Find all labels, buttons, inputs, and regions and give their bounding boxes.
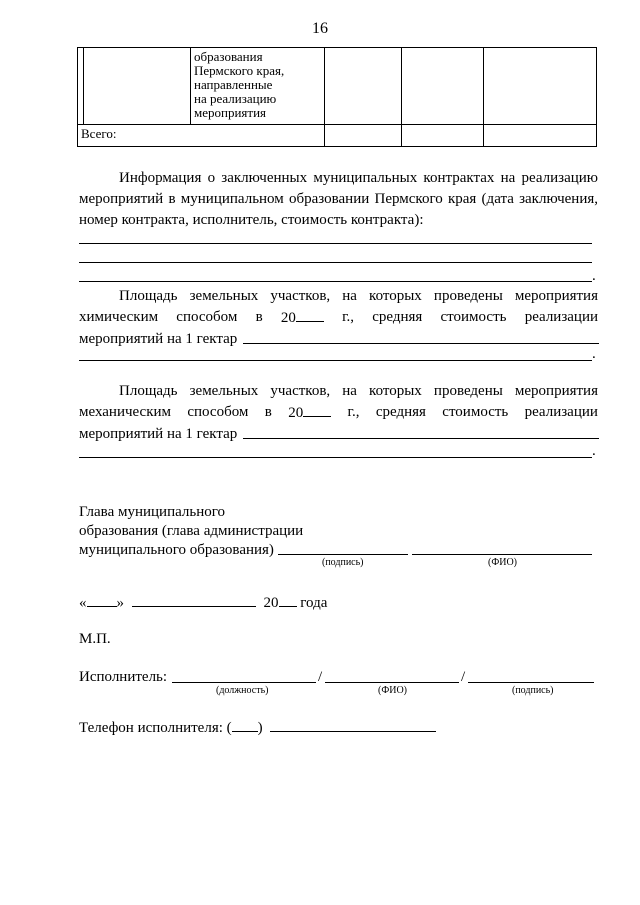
year-blank[interactable] (296, 307, 324, 322)
day-blank[interactable] (87, 592, 117, 607)
table-cell (484, 48, 597, 125)
cost-blank[interactable] (243, 343, 599, 344)
text: « (79, 595, 87, 611)
summary-table (77, 47, 597, 147)
table-cell (484, 125, 597, 147)
phone-code-blank[interactable] (232, 717, 258, 732)
text: мероприятий на 1 гектар (79, 331, 238, 347)
year-field (288, 402, 331, 424)
page-number: 16 (312, 20, 328, 37)
text: ) (257, 720, 263, 736)
table-cell-description (191, 48, 325, 125)
text: стоимость (440, 309, 507, 325)
text: Телефон исполнителя: ( (79, 720, 232, 736)
slash: / (461, 669, 466, 685)
table-cell (402, 125, 484, 147)
contracts-line-3: номер контракта, исполнитель, стоимость контракта): (79, 212, 424, 228)
executor-fio-blank[interactable] (325, 682, 459, 683)
cell-line: образования (194, 49, 263, 64)
fill-line[interactable] (79, 262, 592, 263)
end-dot: . (592, 346, 596, 362)
fill-line[interactable] (79, 360, 592, 361)
end-dot: . (592, 268, 596, 284)
table-cell (402, 48, 484, 125)
total-label: Всего: (78, 125, 325, 147)
phone-number-blank[interactable] (270, 717, 436, 732)
table-row-total (78, 125, 597, 147)
cell-line: Пермского края, (194, 63, 285, 78)
text: 20 (280, 310, 296, 326)
text: химическим (79, 309, 159, 325)
end-dot: . (592, 443, 596, 459)
chemical-line-1: Площадь земельных участков, на которых проведены мероприятия (119, 288, 598, 304)
text: 20 (288, 405, 304, 421)
text: г., (342, 309, 355, 325)
cell-line: направленные (194, 77, 273, 92)
cell-line: мероприятия (194, 105, 267, 120)
fill-line[interactable] (79, 457, 592, 458)
head-signature-blank[interactable] (278, 554, 408, 555)
text: способом (176, 309, 238, 325)
text: способом (187, 404, 249, 420)
text: в (264, 404, 272, 420)
head-fio-blank[interactable] (412, 554, 592, 555)
phone-line (79, 717, 436, 738)
text: 20 (263, 595, 279, 611)
fill-line[interactable] (79, 243, 592, 244)
text: » (116, 595, 124, 611)
mechanical-line-2 (79, 402, 598, 424)
month-blank[interactable] (132, 592, 256, 607)
executor-signature-blank[interactable] (468, 682, 594, 683)
head-line-3: муниципального образования) (79, 542, 274, 558)
executor-sub-fio: (ФИО) (378, 685, 408, 696)
text: реализации (524, 404, 598, 420)
text: средняя (372, 309, 423, 325)
slash: / (318, 669, 323, 685)
text: стоимость (442, 404, 509, 420)
year-blank[interactable] (303, 402, 331, 417)
contracts-line-2: мероприятий в муниципальном образовании Пермского края (дата заключения, (79, 191, 598, 207)
text: средняя (375, 404, 426, 420)
text: механическим (79, 404, 172, 420)
chemical-paragraph (79, 286, 598, 350)
text: в (255, 309, 263, 325)
table-row (78, 48, 597, 125)
head-sub-fio: (ФИО) (488, 557, 518, 568)
text: мероприятий на 1 гектар (79, 426, 238, 442)
mechanical-line-3 (79, 424, 598, 445)
mechanical-line-1: Площадь земельных участков, на которых проведены мероприятия (119, 383, 598, 399)
executor-position-blank[interactable] (172, 682, 316, 683)
year-blank[interactable] (279, 592, 297, 607)
contracts-paragraph (79, 168, 598, 231)
executor-label: Исполнитель: (79, 669, 168, 685)
mechanical-paragraph (79, 381, 598, 445)
chemical-line-3 (79, 329, 598, 350)
date-line (79, 592, 327, 613)
executor-sub-signature: (подпись) (512, 685, 554, 696)
cost-blank[interactable] (243, 438, 599, 439)
table-cell (84, 48, 191, 125)
text: г., (347, 404, 360, 420)
table-cell (325, 125, 402, 147)
fill-line[interactable] (79, 281, 592, 282)
head-sub-signature: (подпись) (322, 557, 364, 568)
head-line-1: Глава муниципального (79, 504, 226, 520)
text: года (300, 595, 328, 611)
cell-line: на реализацию (194, 91, 277, 106)
text: реализации (524, 309, 598, 325)
table-cell (325, 48, 402, 125)
stamp-place: М.П. (79, 631, 111, 647)
executor-sub-position: (должность) (216, 685, 269, 696)
year-field (281, 307, 324, 329)
chemical-line-2 (79, 307, 598, 329)
contracts-line-1: Информация о заключенных муниципальных контрактах на реализацию (119, 170, 598, 186)
head-line-2: образования (глава администрации (79, 523, 304, 539)
